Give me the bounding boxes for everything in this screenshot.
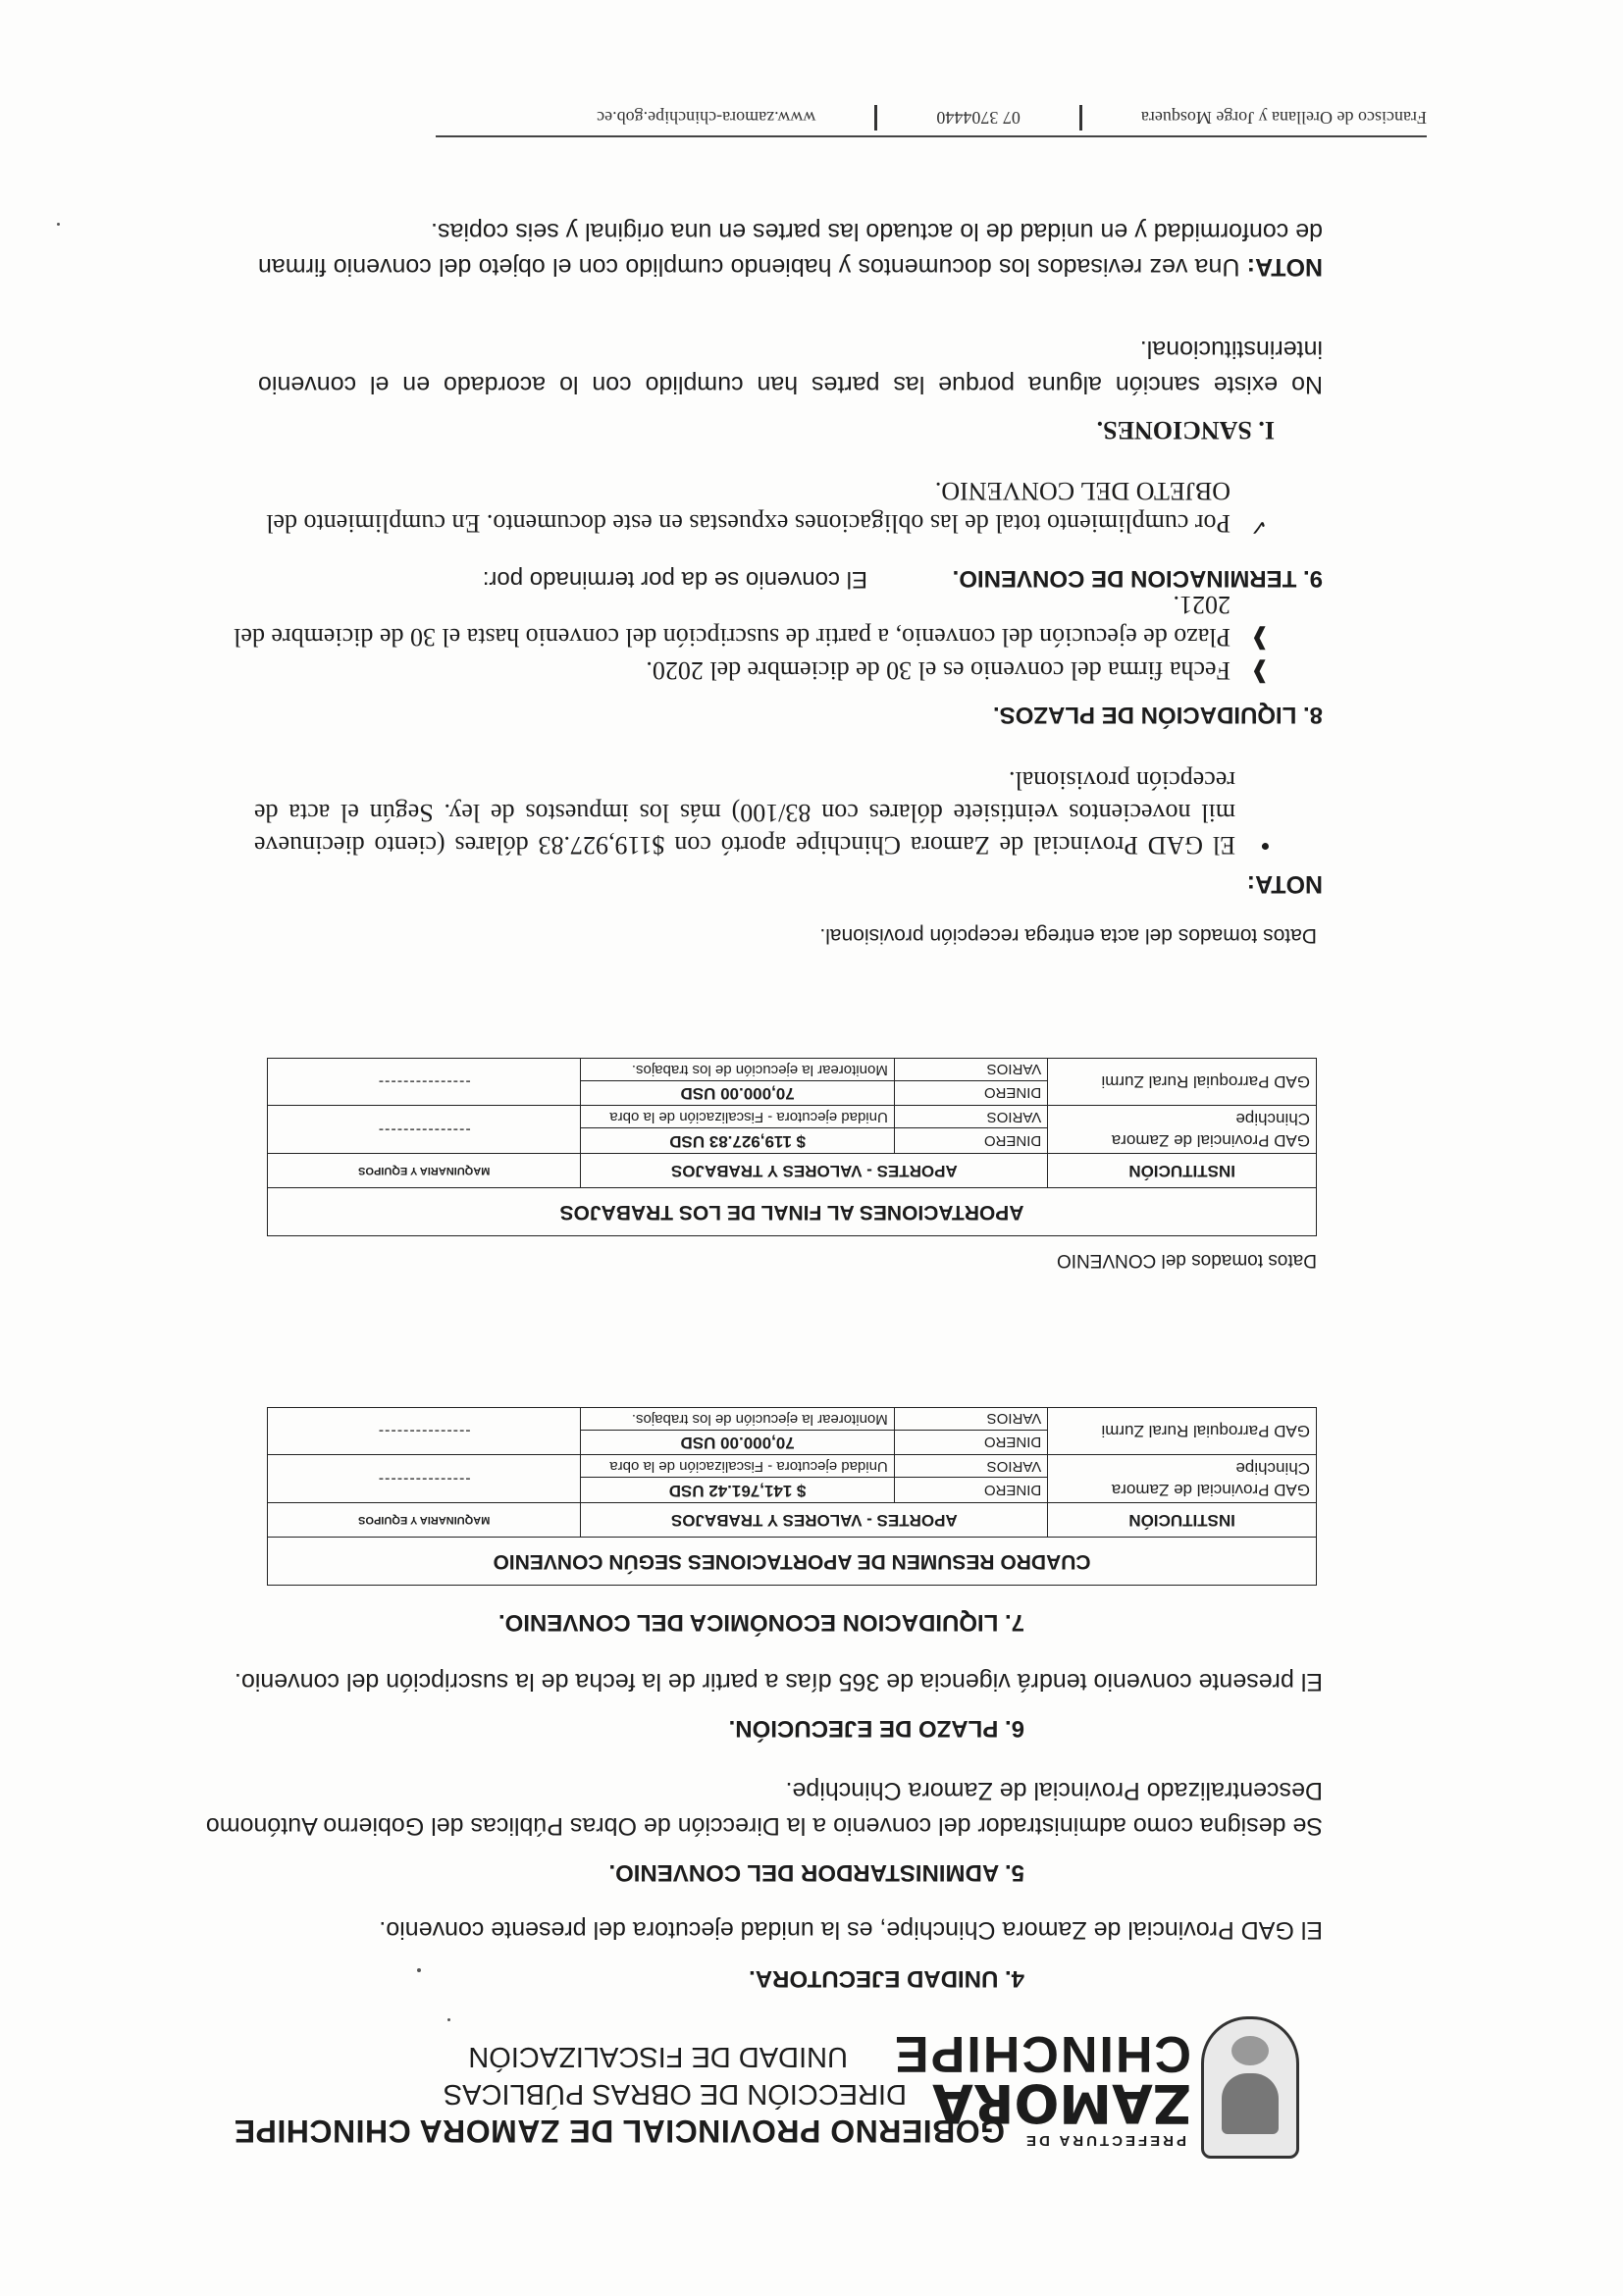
description-cell: Monitorear la ejecución de los trabajos. <box>581 1059 894 1081</box>
contributions-table-convenio <box>267 1407 1317 1586</box>
maquinaria-cell: --------------- <box>268 1059 581 1106</box>
institution-cell: GAD Provincial de Zamora Chinchipe <box>1048 1106 1317 1154</box>
footer-web: www.zamora-chinchipe.gob.ec <box>597 108 816 129</box>
nota-label: NOTA: <box>1246 870 1323 898</box>
amount-cell: $ 119,927.83 USD <box>581 1128 894 1154</box>
footer-address: Francisco de Orellana y Jorge Mosquera <box>1140 108 1427 129</box>
col-header-institution: INSTITUCIÓN <box>1048 1154 1317 1188</box>
type-cell: VARIOS <box>894 1106 1047 1128</box>
description-cell: Unidad ejecutora - Fiscalización de la obra <box>581 1106 894 1128</box>
table-1-source: Datos tomados del CONVENIO <box>1056 1250 1317 1271</box>
section-5-text: Se designa como administrador del convenio a la Dirección de Obras Públicas del Gobierno Autónomo Descentralizado Provincial de Zamora Chinchipe. <box>205 1777 1323 1840</box>
sanciones-text: No existe sanción alguna porque las partes han cumplido con lo acordado en el convenio interinstitucional. <box>258 336 1323 398</box>
section-5-title: 5. ADMINISTARDOR DEL CONVENIO. <box>608 1859 1024 1886</box>
nota-2-text: Una vez revisados los documentos y habiendo cumplido con el objeto del convenio firman de conformidad y en unidad de lo actuado las partes en una original y seis copias. <box>258 218 1323 281</box>
scan-speck <box>417 1968 421 1972</box>
section-4-text: El GAD Provincial de Zamora Chinchipe, es la unidad ejecutora del presente convenio. <box>379 1916 1323 1944</box>
bullet-icon: • <box>1260 832 1270 861</box>
maquinaria-cell: --------------- <box>268 1408 581 1455</box>
table-row <box>268 1478 1317 1503</box>
header-title: GOBIERNO PROVINCIAL DE ZAMORA CHINCHIPE <box>234 2113 1005 2149</box>
section-8-item-2: Plazo de ejecución del convenio, a partir de suscripción del convenio hasta el 30 de diciembre del 2021. <box>234 591 1230 652</box>
col-header-maquinaria: MAQUINARIA Y EQUIPOS <box>268 1154 581 1188</box>
description-cell: Unidad ejecutora - Fiscalización de la obra <box>581 1455 894 1478</box>
section-6-text: El presente convenio tendrá vigencia de 365 días a partir de la fecha de la suscripción del convenio. <box>234 1668 1323 1696</box>
type-cell: VARIOS <box>894 1455 1047 1478</box>
nota-2-label: NOTA: <box>1246 253 1323 281</box>
type-cell: DINERO <box>894 1081 1047 1106</box>
amount-cell: 70,000.00 USD <box>581 1431 894 1455</box>
arrow-bullet-icon: ❱ <box>1249 659 1270 686</box>
scan-speck <box>447 2018 450 2021</box>
footer-phone: 07 3704440 <box>936 108 1021 129</box>
institution-cell: GAD Parroquial Rural Zurmi <box>1048 1408 1317 1455</box>
section-9-intro: El convenio se da por terminado por: <box>482 566 867 593</box>
table-row <box>268 1081 1317 1106</box>
maquinaria-cell: --------------- <box>268 1106 581 1154</box>
nota-text: El GAD Provincial de Zamora Chinchipe aportó con $119,927.83 dólares (ciento diecinueve mil novecientos veintisiete dólares con 83/100) más los impuestos de ley. Según el acta de recepción provisional. <box>254 766 1235 860</box>
col-header-maquinaria: MAQUINARIA Y EQUIPOS <box>268 1503 581 1538</box>
section-8-item-1: Fecha firma del convenio es el 30 de diciembre del 2020. <box>646 656 1230 685</box>
coat-of-arms-icon <box>1201 2016 1299 2159</box>
footer-separator <box>1079 105 1082 130</box>
header-subtitle-2: UNIDAD DE FISCALIZACIÓN <box>468 2041 848 2072</box>
section-7-title: 7. LIQUIDACION ECONÓMICA DEL CONVENIO. <box>497 1609 1024 1636</box>
logo-line-2: CHINCHIPE <box>892 2025 1191 2082</box>
col-header-aportes: APORTES - VALORES Y TRABAJOS <box>581 1503 1048 1538</box>
table-row <box>268 1431 1317 1455</box>
logo-line-1: ZAMORA <box>932 2072 1191 2134</box>
section-9-title: 9. TERMINACION DE CONVENIO. <box>952 565 1323 592</box>
section-6-title: 6. PLAZO DE EJECUCIÓN. <box>728 1715 1024 1742</box>
description-cell: Monitorear la ejecución de los trabajos. <box>581 1408 894 1431</box>
footer-separator <box>874 105 877 130</box>
table-row <box>268 1128 1317 1154</box>
contributions-table-final <box>267 1058 1317 1236</box>
logo-small-text: PREFECTURA DE <box>1023 2132 1186 2149</box>
type-cell: VARIOS <box>894 1408 1047 1431</box>
header-subtitle-1: DIRECCIÓN DE OBRAS PÚBLICAS <box>443 2078 907 2110</box>
check-icon: ✓ <box>1249 515 1268 540</box>
footer-divider <box>436 135 1427 137</box>
nota-2 <box>258 214 1323 285</box>
amount-cell: $ 141,761.42 USD <box>581 1478 894 1503</box>
institution-cell: GAD Parroquial Rural Zurmi <box>1048 1059 1317 1106</box>
col-header-institution: INSTITUCIÓN <box>1048 1503 1317 1538</box>
institution-cell: GAD Provincial de Zamora Chinchipe <box>1048 1455 1317 1503</box>
section-4-title: 4. UNIDAD EJECUTORA. <box>749 1965 1024 1992</box>
amount-cell: 70,000.00 USD <box>581 1081 894 1106</box>
type-cell: DINERO <box>894 1478 1047 1503</box>
table-caption: APORTACIONES AL FINAL DE LOS TRABAJOS <box>268 1188 1317 1236</box>
scan-speck <box>57 223 60 226</box>
table-2-source: Datos tomados del acta entrega recepción provisional. <box>819 924 1317 947</box>
section-8-title: 8. LIQUIDACIÓN DE PLAZOS. <box>992 702 1323 728</box>
arrow-bullet-icon: ❱ <box>1249 626 1270 652</box>
sanciones-title: I. SANCIONES. <box>1096 416 1275 444</box>
type-cell: VARIOS <box>894 1059 1047 1081</box>
table-caption: CUADRO RESUMEN DE APORTACIONES SEGÚN CONVENIO <box>268 1538 1317 1586</box>
col-header-aportes: APORTES - VALORES Y TRABAJOS <box>581 1154 1048 1188</box>
prefectura-logo <box>892 2011 1299 2159</box>
type-cell: DINERO <box>894 1431 1047 1455</box>
type-cell: DINERO <box>894 1128 1047 1154</box>
footer <box>436 105 1427 130</box>
section-9-item: Por cumplimiento total de las obligaciones expuestas en este documento. En cumplimiento del OBJETO DEL CONVENIO. <box>266 477 1230 538</box>
maquinaria-cell: --------------- <box>268 1455 581 1503</box>
